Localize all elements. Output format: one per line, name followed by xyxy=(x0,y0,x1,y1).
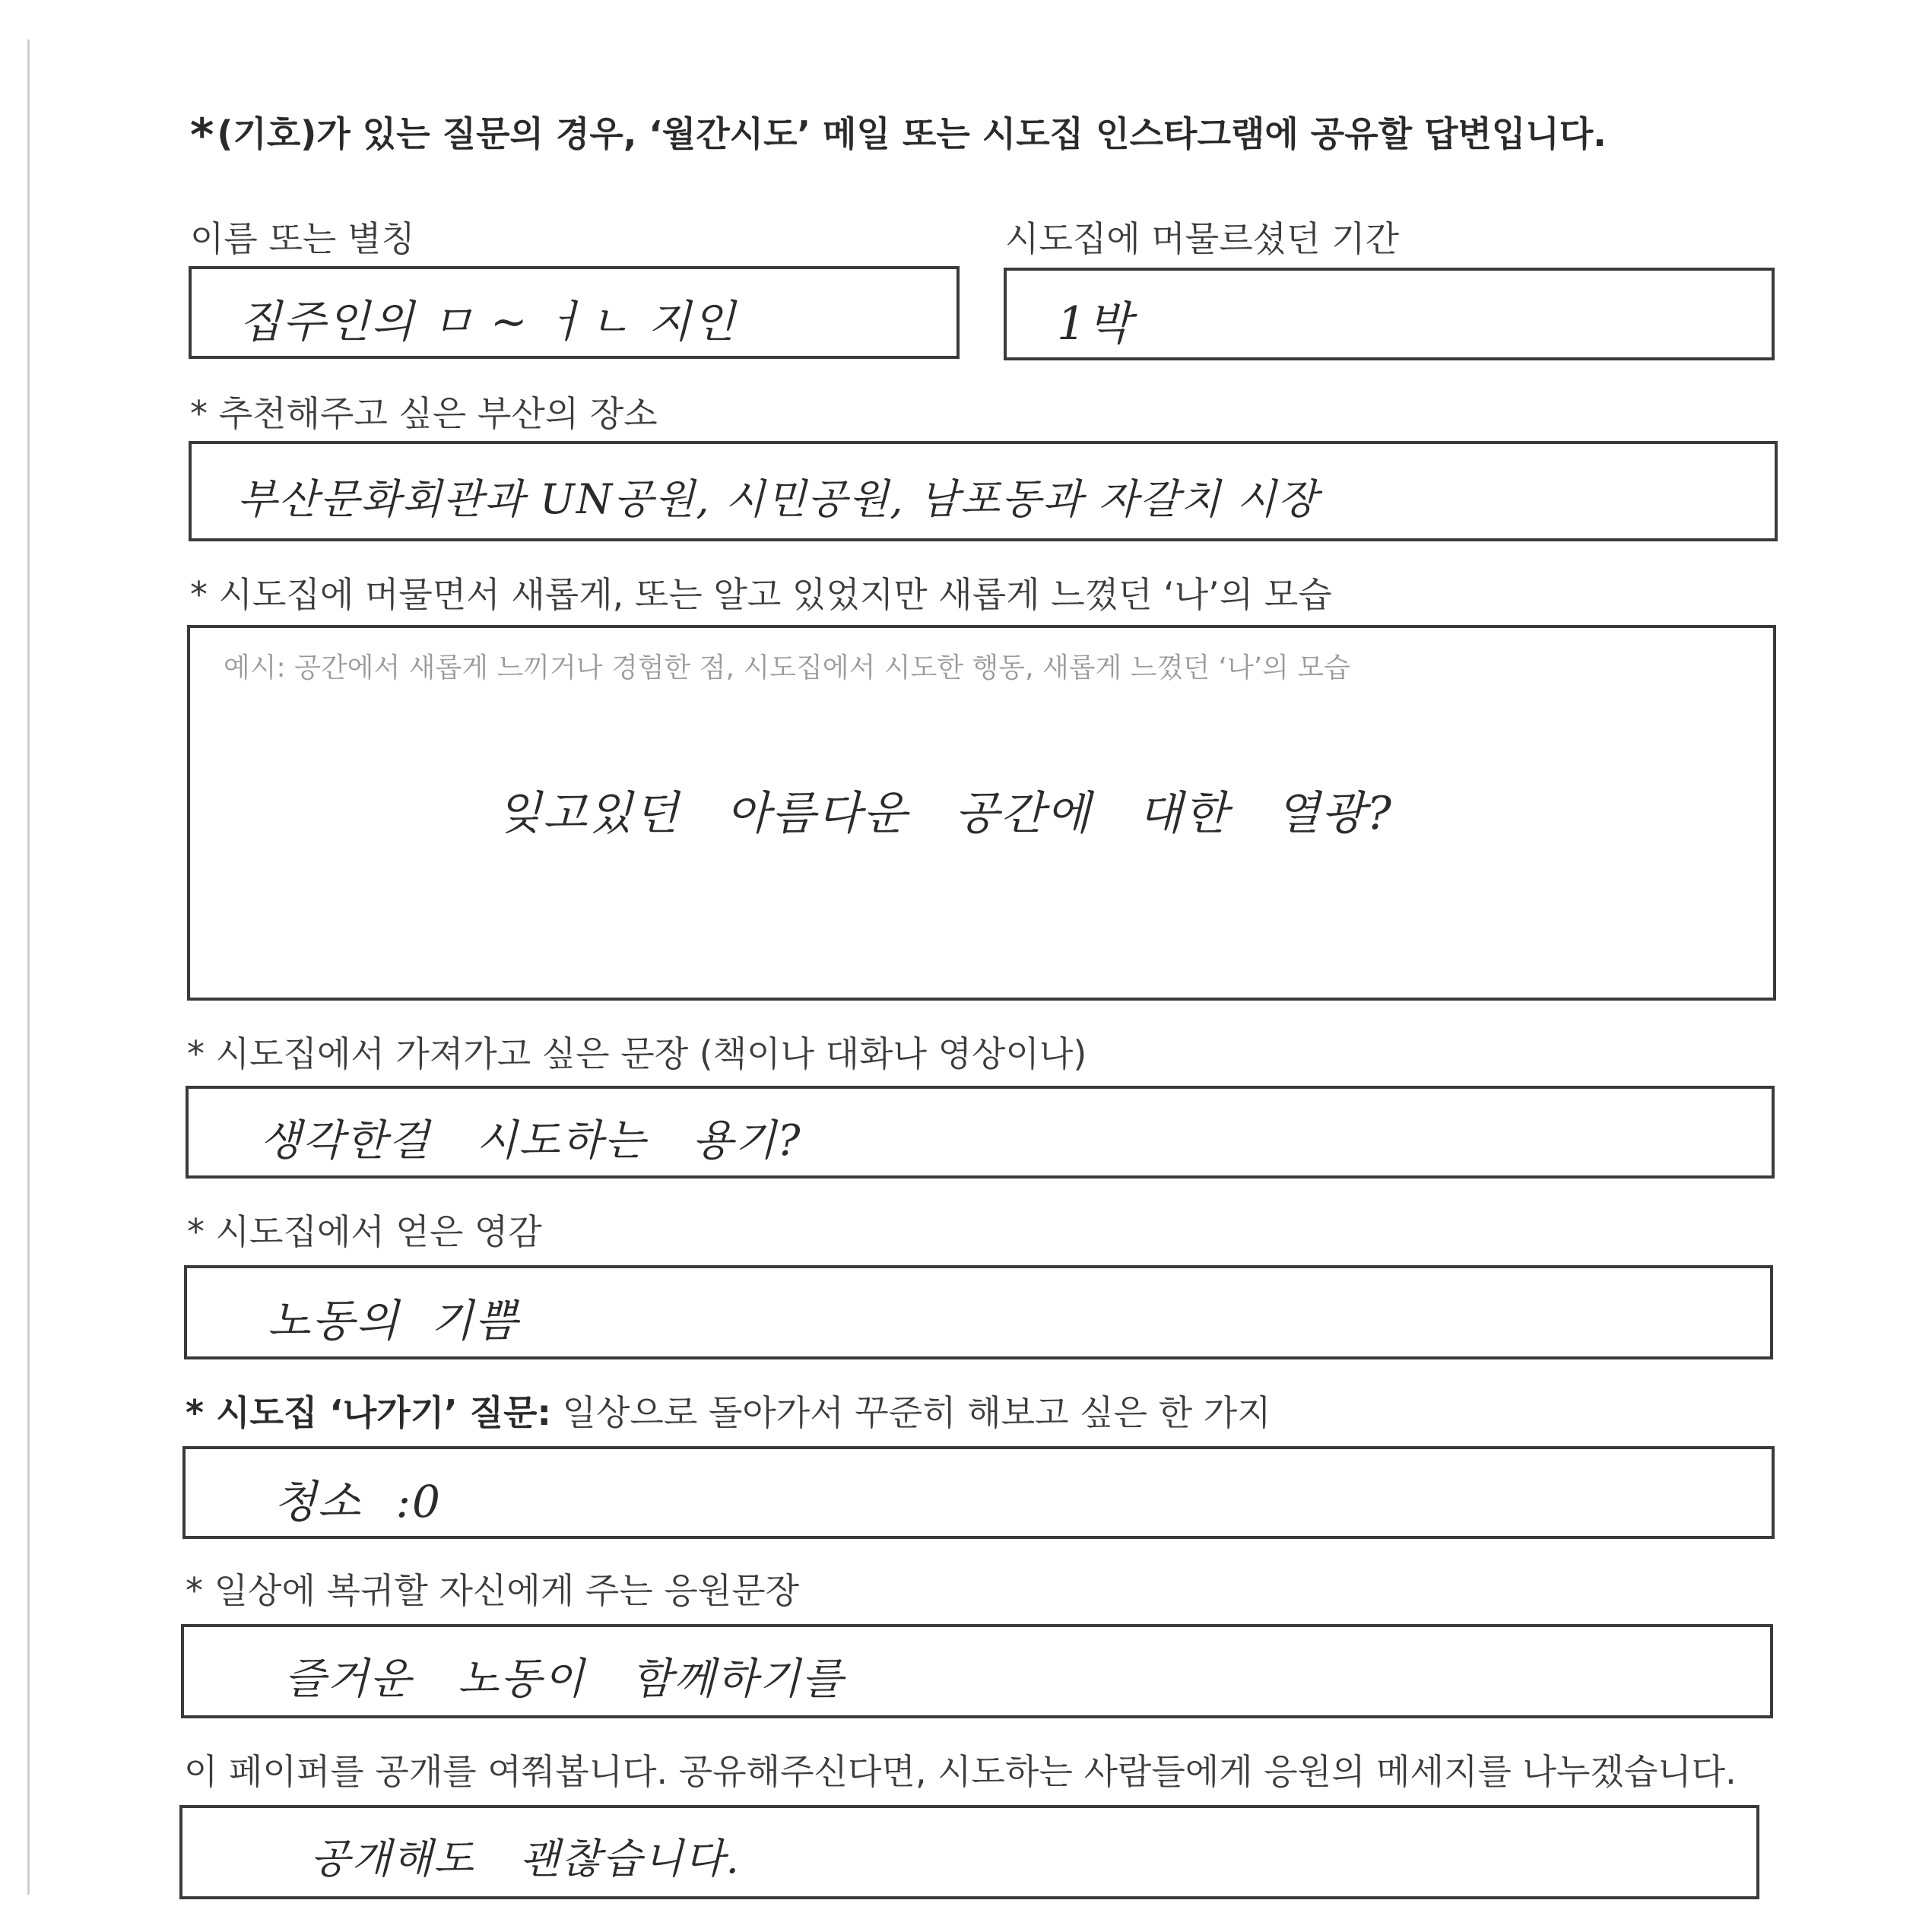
name-field[interactable] xyxy=(189,266,960,359)
name-label: 이름 또는 별칭 xyxy=(190,218,415,259)
inspiration-label: * 시도집에서 얻은 영감 xyxy=(187,1211,542,1252)
period-answer: 1박 xyxy=(1057,297,1134,351)
leaving-field[interactable] xyxy=(182,1446,1775,1539)
period-field[interactable] xyxy=(1004,268,1775,360)
self-hint: 예시: 공간에서 새롭게 느끼거나 경험한 점, 시도집에서 시도한 행동, 새롭게 느꼈던 ‘나’의 모습 xyxy=(224,652,1350,684)
asterisk-icon: * xyxy=(190,109,214,162)
places-answer: 부산문화회관과 UN공원, 시민공원, 남포동과 자갈치 시장 xyxy=(237,475,1319,523)
sentence-label: * 시도집에서 가져가고 싶은 문장 (책이나 대화나 영상이나) xyxy=(187,1033,1087,1074)
places-label: * 추천해주고 싶은 부산의 장소 xyxy=(190,393,658,434)
period-label: 시도집에 머물르셨던 기간 xyxy=(1005,218,1400,259)
leaving-label-rest: 일상으로 돌아가서 꾸준히 해보고 싶은 한 가지 xyxy=(550,1392,1271,1433)
leaving-label xyxy=(186,1385,1271,1436)
self-field[interactable] xyxy=(187,625,1776,1001)
notice-text: (기호)가 있는 질문의 경우, ‘월간시도’ 메일 또는 시도집 인스타그램에 공유할 답변입니다. xyxy=(217,113,1607,154)
inspiration-answer: 노동의 기쁨 xyxy=(268,1295,519,1347)
self-answer: 잊고있던 아름다운 공간에 대한 열광? xyxy=(497,787,1393,840)
publish-answer: 공개해도 괜찮습니다. xyxy=(310,1835,741,1883)
scan-edge xyxy=(27,40,30,1895)
inspiration-field[interactable] xyxy=(184,1265,1773,1359)
publish-label: 이 페이퍼를 공개를 여쭤봅니다. 공유해주신다면, 시도하는 사람들에게 응원의 메세지를 나누겠습니다. xyxy=(184,1751,1737,1792)
leaving-answer: 청소 :0 xyxy=(274,1476,442,1528)
publish-field[interactable] xyxy=(179,1805,1759,1899)
cheer-label: * 일상에 복귀할 자신에게 주는 응원문장 xyxy=(186,1570,800,1611)
sentence-field[interactable] xyxy=(186,1086,1775,1179)
sentence-answer: 생각한걸 시도하는 용기? xyxy=(260,1116,802,1166)
cheer-field[interactable] xyxy=(181,1624,1773,1718)
places-field[interactable] xyxy=(189,441,1778,541)
self-label: * 시도집에 머물면서 새롭게, 또는 알고 있었지만 새롭게 느꼈던 ‘나’의 모습 xyxy=(190,574,1332,615)
leaving-label-bold: * 시도집 ‘나가기’ 질문: xyxy=(186,1392,551,1433)
cheer-answer: 즐거운 노동이 함께하기를 xyxy=(284,1654,845,1704)
name-answer: 집주인의 ㅁ ~ ㅓㄴ 지인 xyxy=(239,296,737,347)
form-notice xyxy=(190,106,1607,162)
